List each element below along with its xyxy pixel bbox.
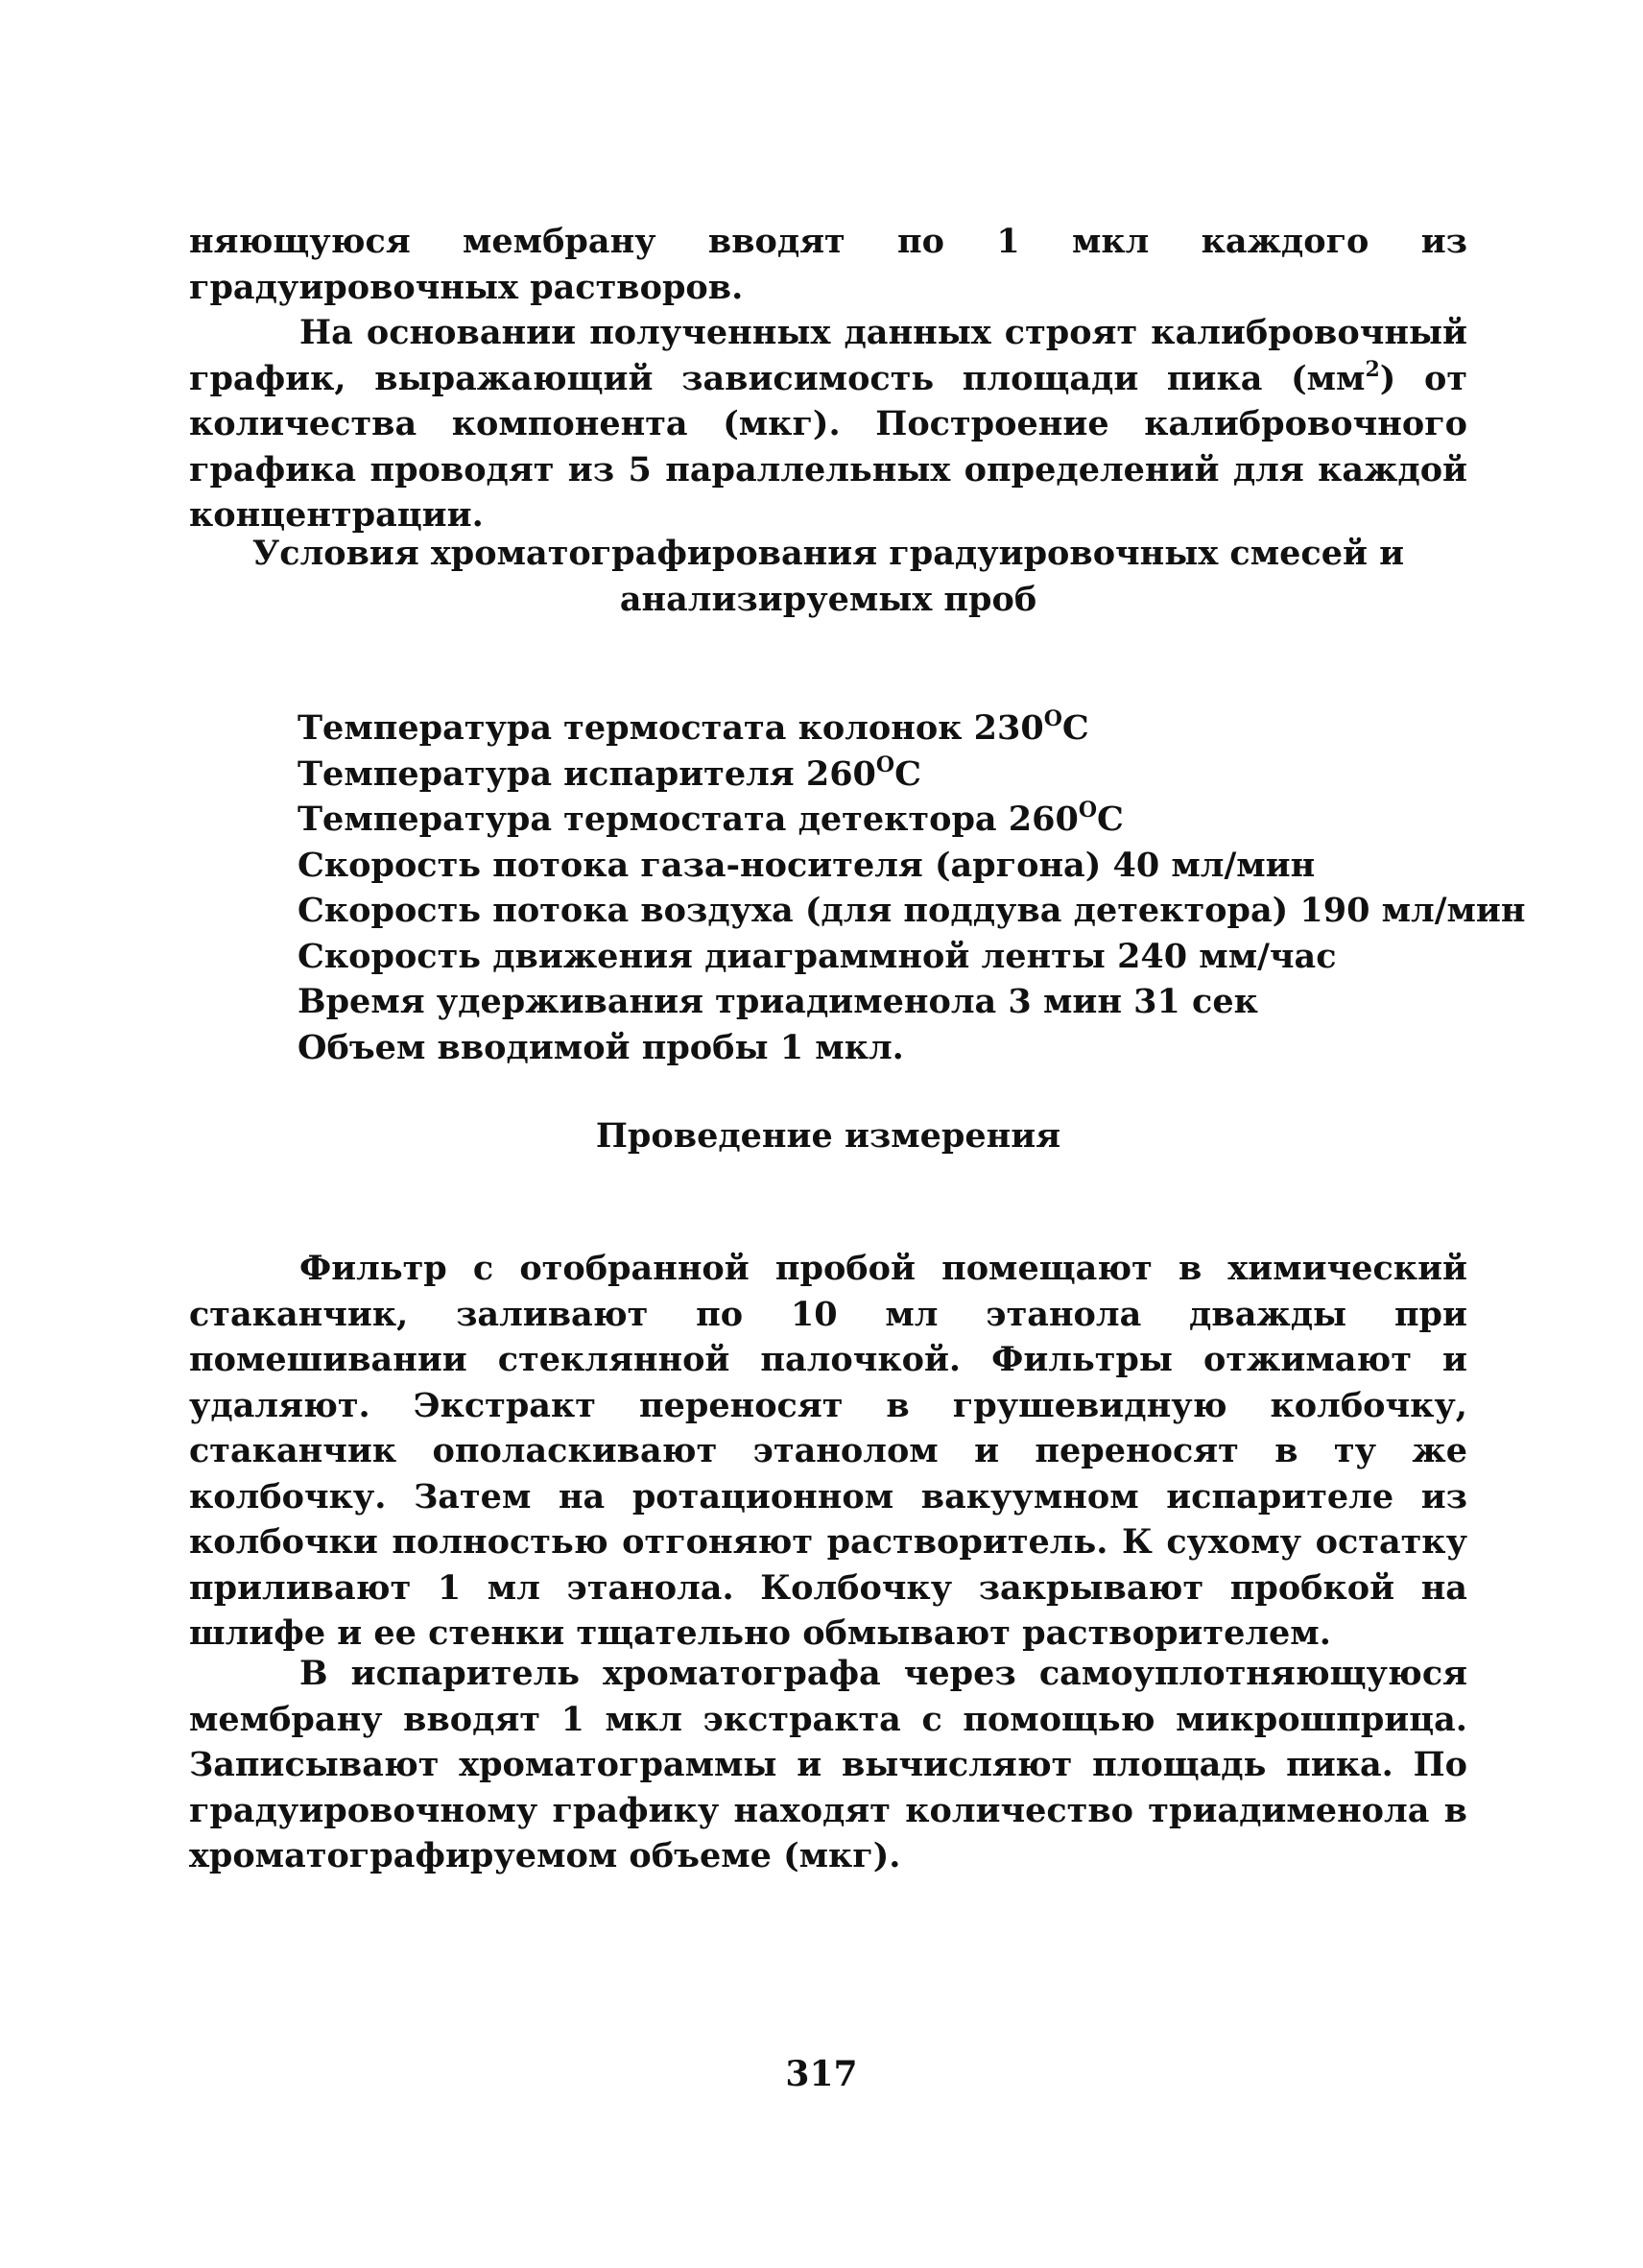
condition-item: Время удерживания триадименола 3 мин 31 сек	[298, 982, 1258, 1021]
area-unit-superscript: 2	[1365, 356, 1380, 382]
condition-item: Скорость потока воздуха (для поддува детектора) 190 мл/мин	[298, 891, 1526, 930]
measurement-paragraph-2: В испаритель хроматографа через самоуплотняющуюся мембрану вводят 1 мкл экстракта с помощью микрошприца. Записывают хроматограммы и вычисляют площадь пика. По градуировочному графику находят количество триадименола в хроматографируемом объеме (мкг).	[189, 1654, 1467, 1875]
calibration-paragraph: На основании полученных данных строят калибровочный график, выражающий зависимость площади пика $(мм^2)$ от количества компонента (мкг). Построение калибровочного графика проводят из 5 параллельных определений для каждой концентрации.	[189, 313, 1468, 535]
conditions-heading: Условия хроматографирования градуировочных смесей и анализируемых проб	[251, 534, 1405, 619]
intro-continuation: няющуюся мембрану вводят по 1 мкл каждого из градуировочных растворов.	[189, 222, 1467, 307]
condition-item: Температура термостата колонок $230^OC$	[298, 706, 1089, 748]
condition-item: Температура испарителя $260^OC$	[298, 752, 921, 794]
page-number: 317	[785, 2054, 858, 2094]
conditions-list	[298, 705, 1526, 1070]
condition-item: Скорость потока газа-носителя (аргона) 40 мл/мин	[298, 845, 1316, 885]
condition-item: Скорость движения диаграммной ленты 240 мм/час	[298, 936, 1337, 976]
condition-item: Объем вводимой пробы 1 мкл.	[298, 1027, 904, 1067]
measurement-heading: Проведение измерения	[595, 1116, 1061, 1156]
condition-item: Температура термостата детектора $260^OC$	[298, 798, 1124, 839]
measurement-paragraph-1: Фильтр с отобранной пробой помещают в химический стаканчик, заливают по 10 мл этанола дважды при помешивании стеклянной палочкой. Фильтры отжимают и удаляют. Экстракт переносят в грушевидную колбочку, стаканчик ополаскивают этанолом и переносят в ту же колбочку. Затем на ротационном вакуумном испарителе из колбочки полностью отгоняют растворитель. К сухому остатку приливают 1 мл этанола. Колбочку закрывают пробкой на шлифе и ее стенки тщательно обмывают растворителем.	[189, 1249, 1467, 1653]
